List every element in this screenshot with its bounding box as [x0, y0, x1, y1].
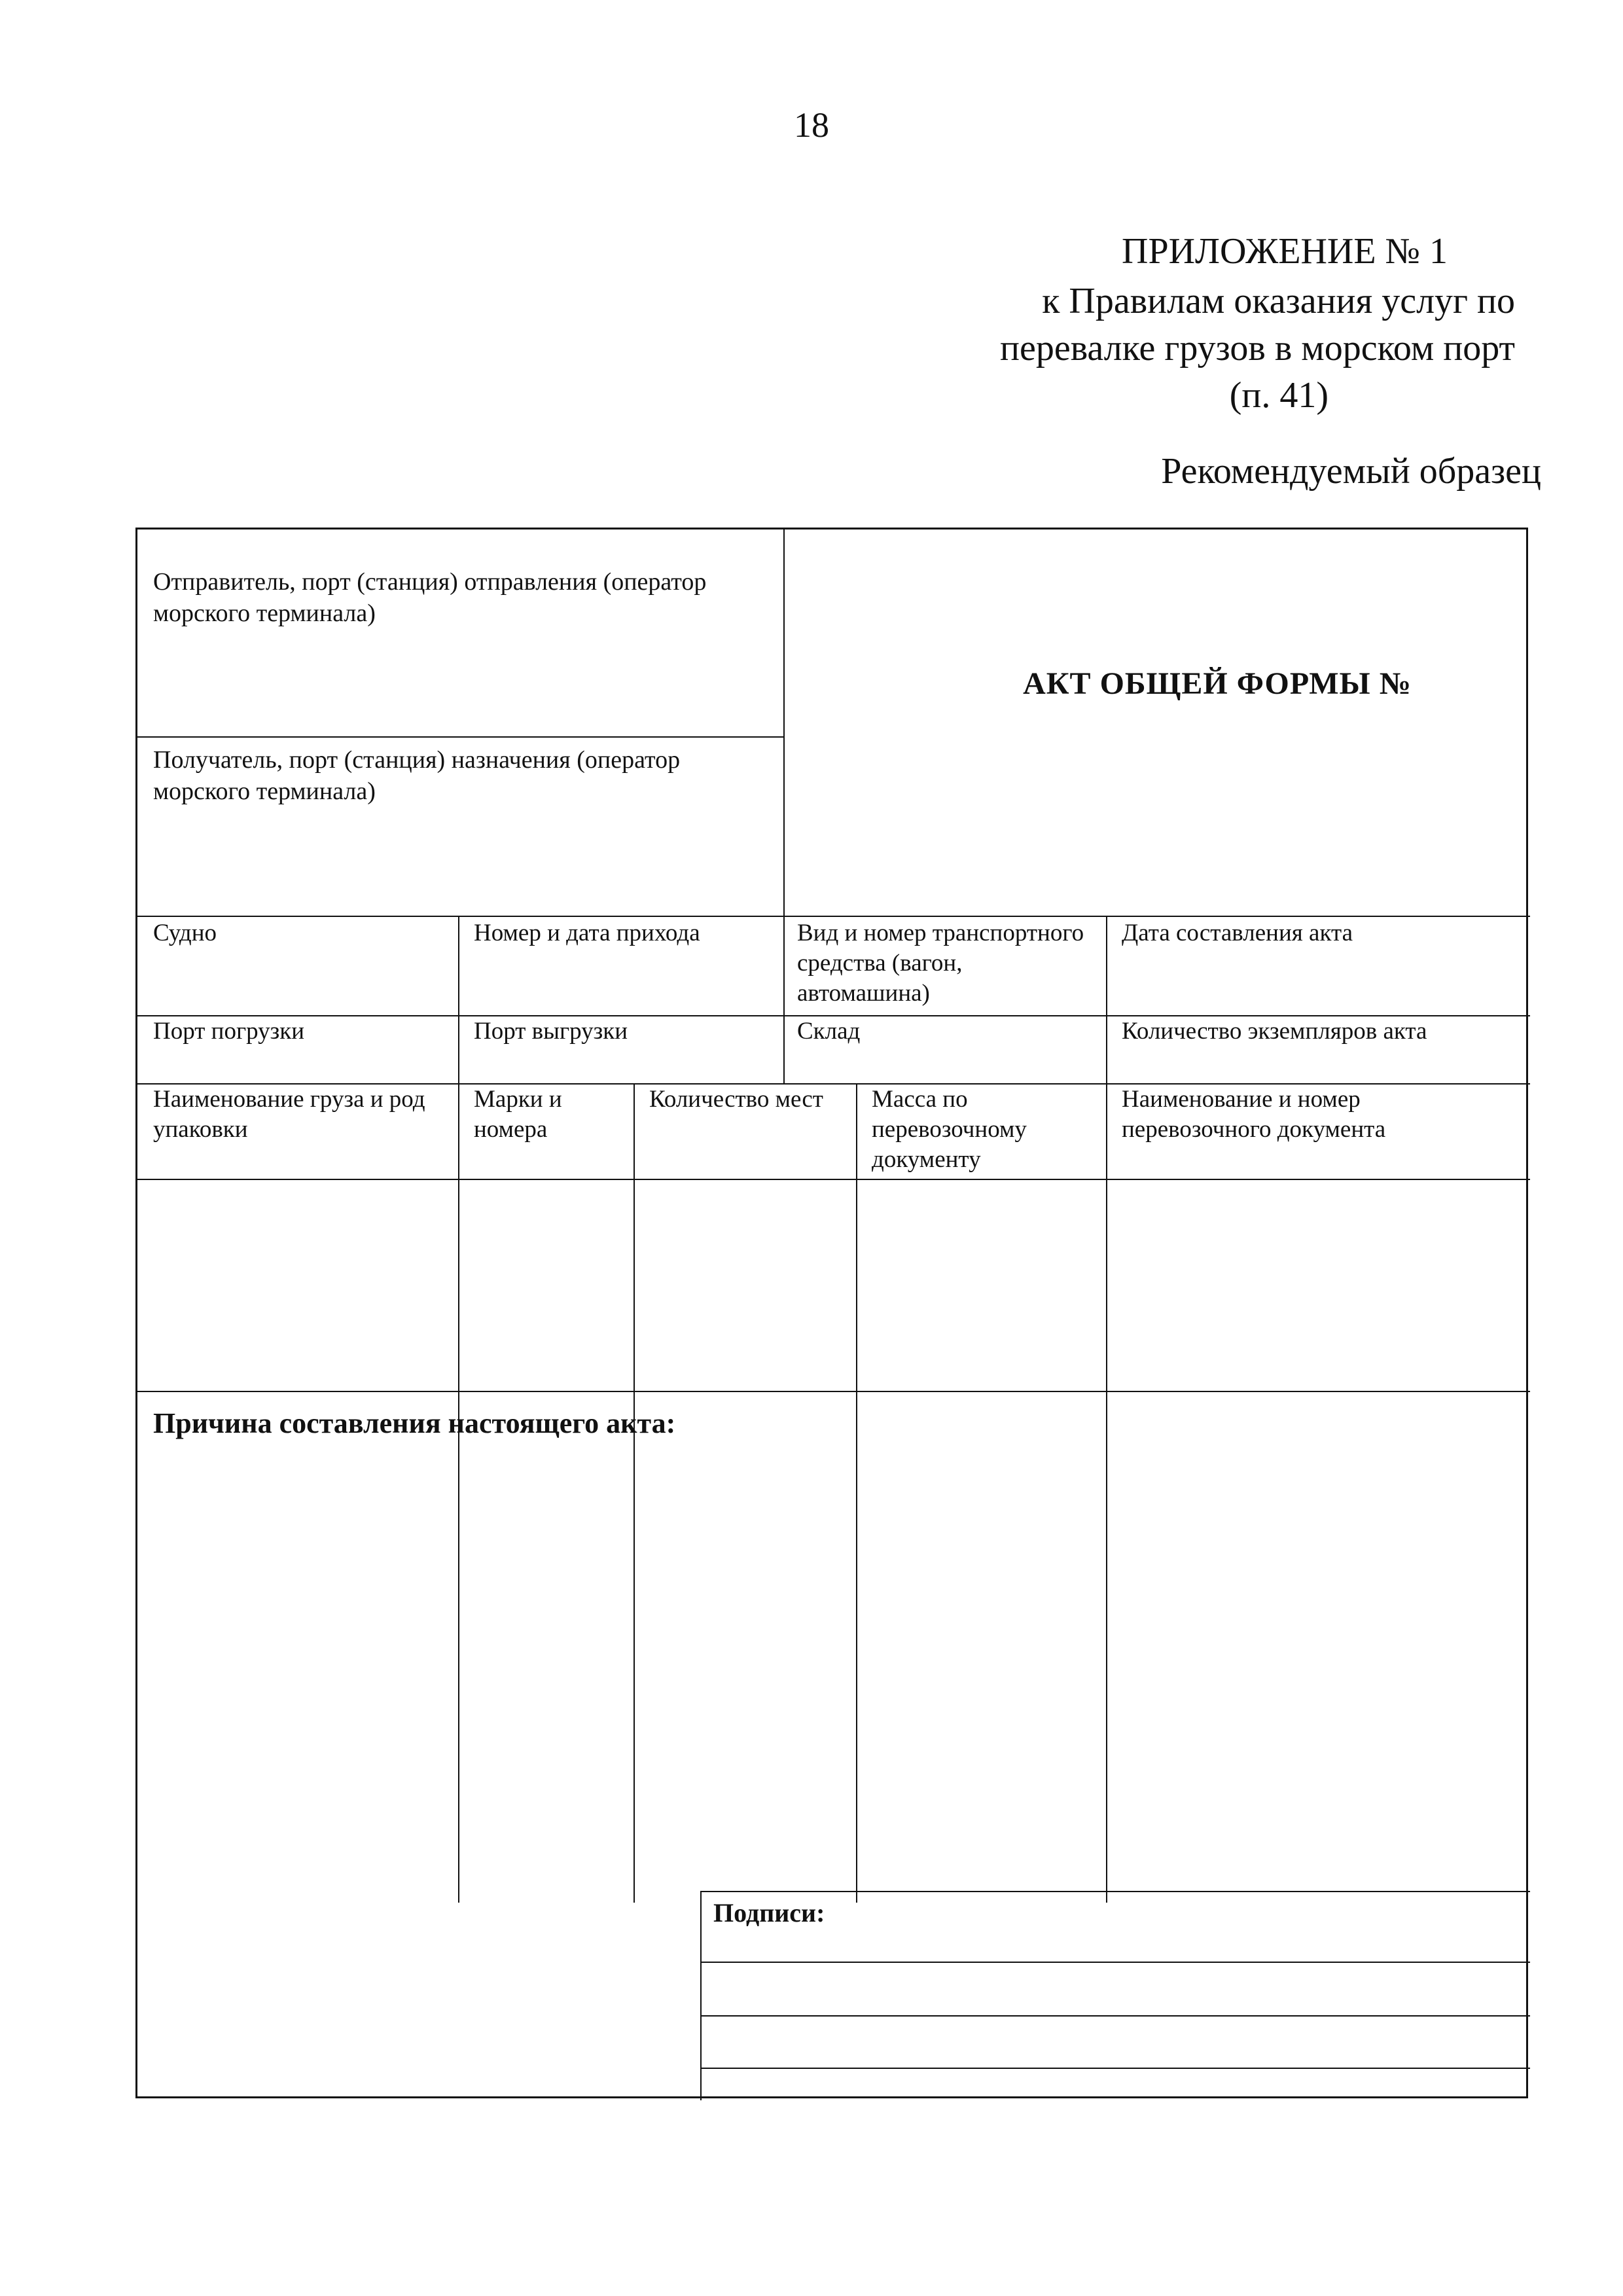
divider-top-vertical: [783, 529, 785, 916]
signature-line-3: [700, 2068, 1530, 2069]
divider-row1-col3: [1106, 916, 1107, 1903]
reason-label: Причина составления настоящего акта:: [153, 1407, 676, 1439]
appendix-title: ПРИЛОЖЕНИЕ № 1: [1122, 231, 1448, 272]
sender-label: Отправитель, порт (станция) отправления (оператор морского терминала): [153, 568, 707, 627]
cargo-label: Наименование груза и род упаковки: [153, 1086, 425, 1143]
unloading-port-label: Порт выгрузки: [474, 1018, 628, 1045]
divider-data-row-top: [137, 1179, 1530, 1180]
divider-row1-top: [137, 916, 1530, 917]
marks-label: Марки и номера: [474, 1086, 562, 1143]
vessel-label: Судно: [153, 920, 217, 946]
act-form: [135, 528, 1528, 2098]
signatures-box-left: [700, 1891, 702, 2100]
signatures-box-top: [700, 1891, 1530, 1892]
signature-line-1: [700, 1962, 1530, 1963]
transport-label: Вид и номер транспортного средства (вагон, автомашина): [797, 920, 1084, 1007]
signature-line-2: [700, 2015, 1530, 2017]
appendix-subtitle-line1: к Правилам оказания услуг по: [1042, 281, 1515, 321]
divider-sender-recipient: [137, 736, 785, 738]
recipient-label: Получатель, порт (станция) назначения (оператор морского терминала): [153, 746, 681, 805]
page-number: 18: [794, 105, 829, 145]
divider-reason-top: [137, 1391, 1530, 1392]
appendix-subtitle-line3: (п. 41): [1229, 375, 1329, 416]
loading-port-label: Порт погрузки: [153, 1018, 305, 1045]
divider-row3-col3: [856, 1083, 857, 1903]
act-title: АКТ ОБЩЕЙ ФОРМЫ №: [1023, 666, 1412, 701]
sample-label: Рекомендуемый образец: [1161, 451, 1541, 492]
divider-row12-col2: [783, 916, 785, 1083]
document-label: Наименование и номер перевозочного документа: [1122, 1086, 1386, 1143]
places-label: Количество мест: [649, 1086, 823, 1113]
arrival-label: Номер и дата прихода: [474, 920, 700, 946]
copies-label: Количество экземпляров акта: [1122, 1018, 1427, 1045]
act-date-label: Дата составления акта: [1122, 920, 1353, 946]
signatures-label: Подписи:: [713, 1898, 825, 1928]
mass-label: Масса по перевозочному документу: [872, 1086, 1027, 1173]
appendix-subtitle-line2: перевалке грузов в морском порт: [1000, 328, 1515, 368]
divider-row3-col2: [633, 1083, 635, 1903]
warehouse-label: Склад: [797, 1018, 861, 1045]
